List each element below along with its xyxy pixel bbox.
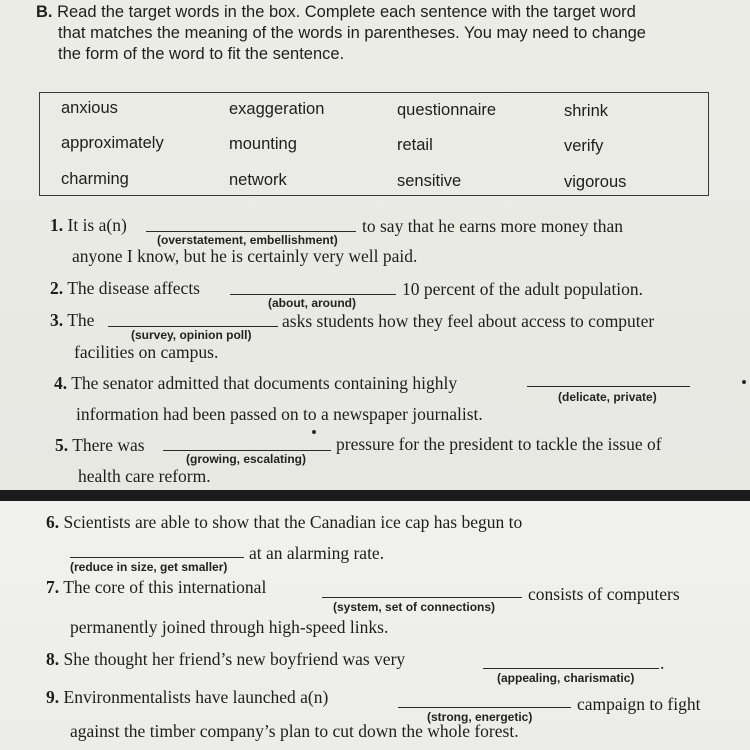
sentence-continuation: against the timber company’s plan to cut down the whole forest. bbox=[70, 721, 519, 741]
sentence-continuation: permanently joined through high-speed links. bbox=[70, 617, 389, 637]
sentence-text: Environmentalists have launched a(n) bbox=[63, 687, 329, 707]
sentence-text: 10 percent of the adult population. bbox=[402, 279, 644, 299]
meaning-hint: (reduce in size, get smaller) bbox=[70, 560, 228, 574]
sentence-text: campaign to fight bbox=[577, 694, 701, 714]
exercise-instructions bbox=[36, 2, 726, 65]
item-number: 2. bbox=[50, 278, 64, 298]
answer-blank[interactable] bbox=[483, 668, 659, 669]
exercise-letter: B. bbox=[36, 3, 53, 21]
answer-blank[interactable] bbox=[322, 597, 522, 598]
item-number: 8. bbox=[46, 649, 60, 669]
sentence-text: at an alarming rate. bbox=[249, 543, 385, 563]
item-number: 4. bbox=[54, 373, 68, 393]
answer-blank[interactable] bbox=[527, 386, 690, 387]
item-number: 5. bbox=[55, 435, 69, 455]
meaning-hint: (about, around) bbox=[268, 296, 356, 310]
instructions-line: that matches the meaning of the words in parentheses. You may need to change bbox=[58, 24, 646, 42]
meaning-hint: (survey, opinion poll) bbox=[131, 328, 252, 342]
meaning-hint: (overstatement, embellishment) bbox=[157, 233, 338, 247]
sentence-text: The disease affects bbox=[67, 278, 200, 298]
ink-speck bbox=[312, 430, 316, 434]
target-word: sensitive bbox=[397, 172, 462, 190]
answer-blank[interactable] bbox=[70, 557, 244, 558]
target-word: verify bbox=[564, 137, 604, 155]
target-words-box bbox=[39, 92, 709, 196]
sentence-text: to say that he earns more money than bbox=[362, 216, 623, 236]
sentence-text: The bbox=[67, 310, 95, 330]
item-number: 1. bbox=[50, 215, 64, 235]
sentence-text: She thought her friend’s new boyfriend was very bbox=[63, 649, 406, 669]
meaning-hint: (strong, energetic) bbox=[427, 710, 533, 724]
item-number: 9. bbox=[46, 687, 60, 707]
sentence-text: There was bbox=[72, 435, 145, 455]
sentence-text: It is a(n) bbox=[67, 215, 127, 235]
sentence-continuation: health care reform. bbox=[78, 466, 211, 486]
target-word: mounting bbox=[229, 135, 297, 153]
meaning-hint: (growing, escalating) bbox=[186, 452, 307, 466]
target-word: questionnaire bbox=[397, 101, 497, 119]
sentence-text: The core of this international bbox=[63, 577, 267, 597]
sentence-continuation: information had been passed on to a newspaper journalist. bbox=[76, 404, 483, 424]
target-word: charming bbox=[61, 170, 129, 188]
meaning-hint: (delicate, private) bbox=[558, 390, 657, 404]
target-word: vigorous bbox=[564, 173, 627, 191]
meaning-hint: (system, set of connections) bbox=[333, 600, 496, 614]
sentence-text: . bbox=[660, 653, 665, 673]
instructions-line: the form of the word to fit the sentence. bbox=[58, 45, 345, 63]
target-word: anxious bbox=[61, 99, 118, 117]
worksheet-photo-bottom bbox=[0, 501, 750, 750]
sentence-text: consists of computers bbox=[528, 584, 680, 604]
ink-speck bbox=[742, 380, 746, 384]
meaning-hint: (appealing, charismatic) bbox=[497, 671, 635, 685]
item-number: 3. bbox=[50, 310, 64, 330]
target-word: network bbox=[229, 171, 287, 189]
sentence-text: Scientists are able to show that the Canadian ice cap has begun to bbox=[63, 512, 523, 532]
answer-blank[interactable] bbox=[230, 294, 396, 295]
sentence-text: The senator admitted that documents containing highly bbox=[71, 373, 458, 393]
sentence-continuation: facilities on campus. bbox=[74, 342, 219, 362]
answer-blank[interactable] bbox=[146, 231, 356, 232]
target-word: approximately bbox=[61, 134, 164, 152]
item-number: 6. bbox=[46, 512, 60, 532]
sentence-text: asks students how they feel about access to computer bbox=[282, 311, 655, 331]
sentence-text: pressure for the president to tackle the issue of bbox=[336, 434, 662, 454]
instructions-line: Read the target words in the box. Complete each sentence with the target word bbox=[57, 3, 636, 21]
sentence-continuation: anyone I know, but he is certainly very well paid. bbox=[72, 246, 418, 266]
item-number: 7. bbox=[46, 577, 60, 597]
answer-blank[interactable] bbox=[163, 450, 331, 451]
target-word: shrink bbox=[564, 102, 609, 120]
target-word: exaggeration bbox=[229, 100, 325, 118]
target-word: retail bbox=[397, 136, 433, 154]
answer-blank[interactable] bbox=[108, 326, 278, 327]
answer-blank[interactable] bbox=[398, 707, 571, 708]
